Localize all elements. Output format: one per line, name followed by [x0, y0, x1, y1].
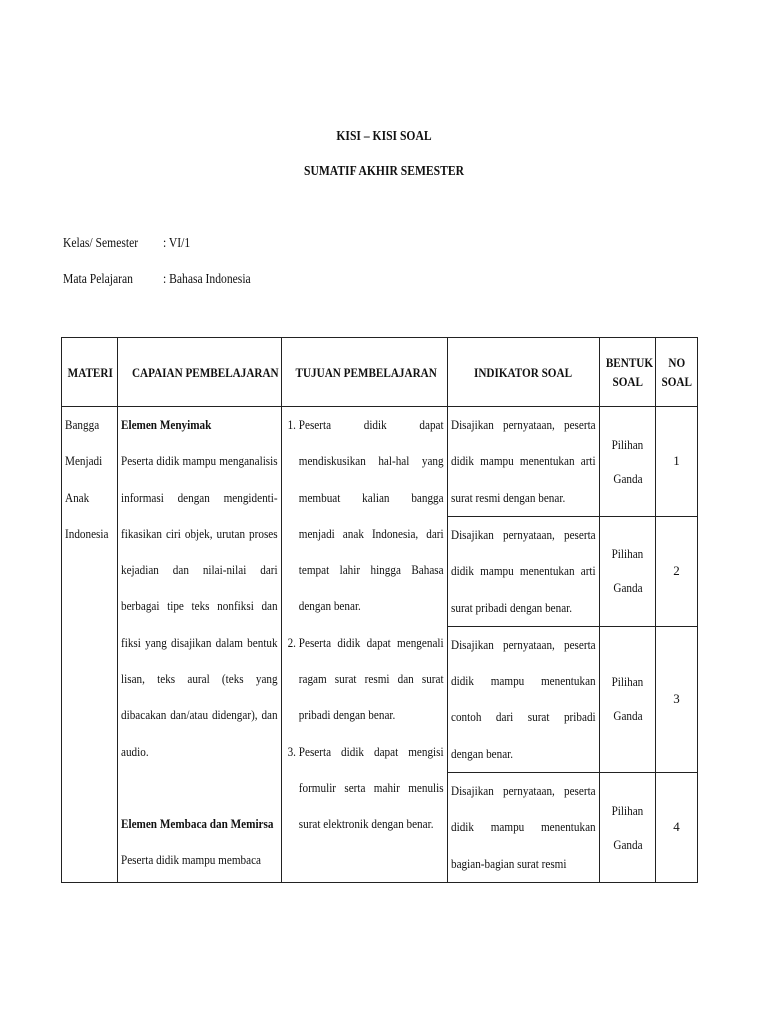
materi-text: Bangga Menjadi Anak Indonesia — [65, 417, 109, 541]
indikator-cell — [448, 773, 600, 883]
no-cell: 4 — [656, 773, 698, 883]
bentuk-cell: Pilihan Ganda — [600, 407, 656, 517]
table-row — [62, 407, 698, 517]
no-cell: 2 — [656, 517, 698, 627]
indikator-text: Disajikan pernyataan, peserta didik mampu menentukan contoh dari surat pribadi dengan benar. — [451, 636, 596, 761]
indikator-text: Disajikan pernyataan, peserta didik mampu menentukan arti surat pribadi dengan benar. — [451, 527, 596, 615]
meta-label-kelas: Kelas/ Semester — [63, 235, 139, 250]
materi-cell — [62, 407, 118, 883]
tujuan-item: 1. Peserta didik dapat mendiskusikan hal-hal yang membuat kalian bangga menjadi anak Indonesia, dari tempat lahir hingga Bahasa dengan benar. — [299, 407, 444, 625]
indikator-cell — [448, 407, 600, 517]
indikator-cell — [448, 626, 600, 772]
capaian-cell — [118, 407, 282, 883]
header-row — [62, 338, 698, 407]
header-materi: MATERI — [62, 338, 118, 407]
kisi-kisi-table — [61, 337, 698, 883]
indikator-text: Disajikan pernyataan, peserta didik mampu menentukan arti surat resmi dengan benar. — [451, 417, 596, 505]
meta-value-mapel: : Bahasa Indonesia — [163, 271, 251, 286]
header-no-soal: NO SOAL — [656, 338, 698, 407]
indikator-cell — [448, 517, 600, 627]
no-cell: 3 — [656, 626, 698, 772]
header-tujuan: TUJUAN PEMBELAJARAN — [282, 338, 448, 407]
bentuk-cell: Pilihan Ganda — [600, 773, 656, 883]
capaian-text-menyimak: Peserta didik mampu menganalisis informasi dengan mengidenti-fikasikan ciri objek, urutan proses kejadian dan nilai-nilai dari berbagai tipe teks nonfiksi dan fiksi yang disajikan dalam bentuk lisan, teks aural (teks yang dibacakan dan/atau didengar), dan audio. — [121, 453, 278, 759]
meta-value-kelas: : VI/1 — [163, 235, 191, 250]
tujuan-cell — [282, 407, 448, 883]
header-bentuk-soal: BENTUK SOAL — [600, 338, 656, 407]
capaian-text-membaca: Peserta didik mampu membaca — [121, 852, 262, 868]
document-subtitle: SUMATIF AKHIR SEMESTER — [303, 163, 464, 178]
tujuan-list — [285, 407, 444, 843]
meta-label-mapel: Mata Pelajaran — [63, 271, 133, 286]
capaian-heading-menyimak: Elemen Menyimak — [121, 417, 212, 432]
tujuan-item: 3. Peserta didik dapat mengisi formulir serta mahir menulis surat elektronik dengan benar. — [299, 734, 444, 843]
no-cell: 1 — [656, 407, 698, 517]
header-capaian: CAPAIAN PEMBELAJARAN — [118, 338, 282, 407]
capaian-heading-membaca: Elemen Membaca dan Memirsa — [121, 815, 274, 831]
indikator-text: Disajikan pernyataan, peserta didik mampu menentukan bagian-bagian surat resmi — [451, 783, 596, 871]
bentuk-cell: Pilihan Ganda — [600, 517, 656, 627]
tujuan-item: 2. Peserta didik dapat mengenali ragam surat resmi dan surat pribadi dengan benar. — [299, 625, 444, 734]
header-indikator: INDIKATOR SOAL — [448, 338, 600, 407]
bentuk-cell: Pilihan Ganda — [600, 626, 656, 772]
document-title: KISI – KISI SOAL — [336, 128, 432, 143]
